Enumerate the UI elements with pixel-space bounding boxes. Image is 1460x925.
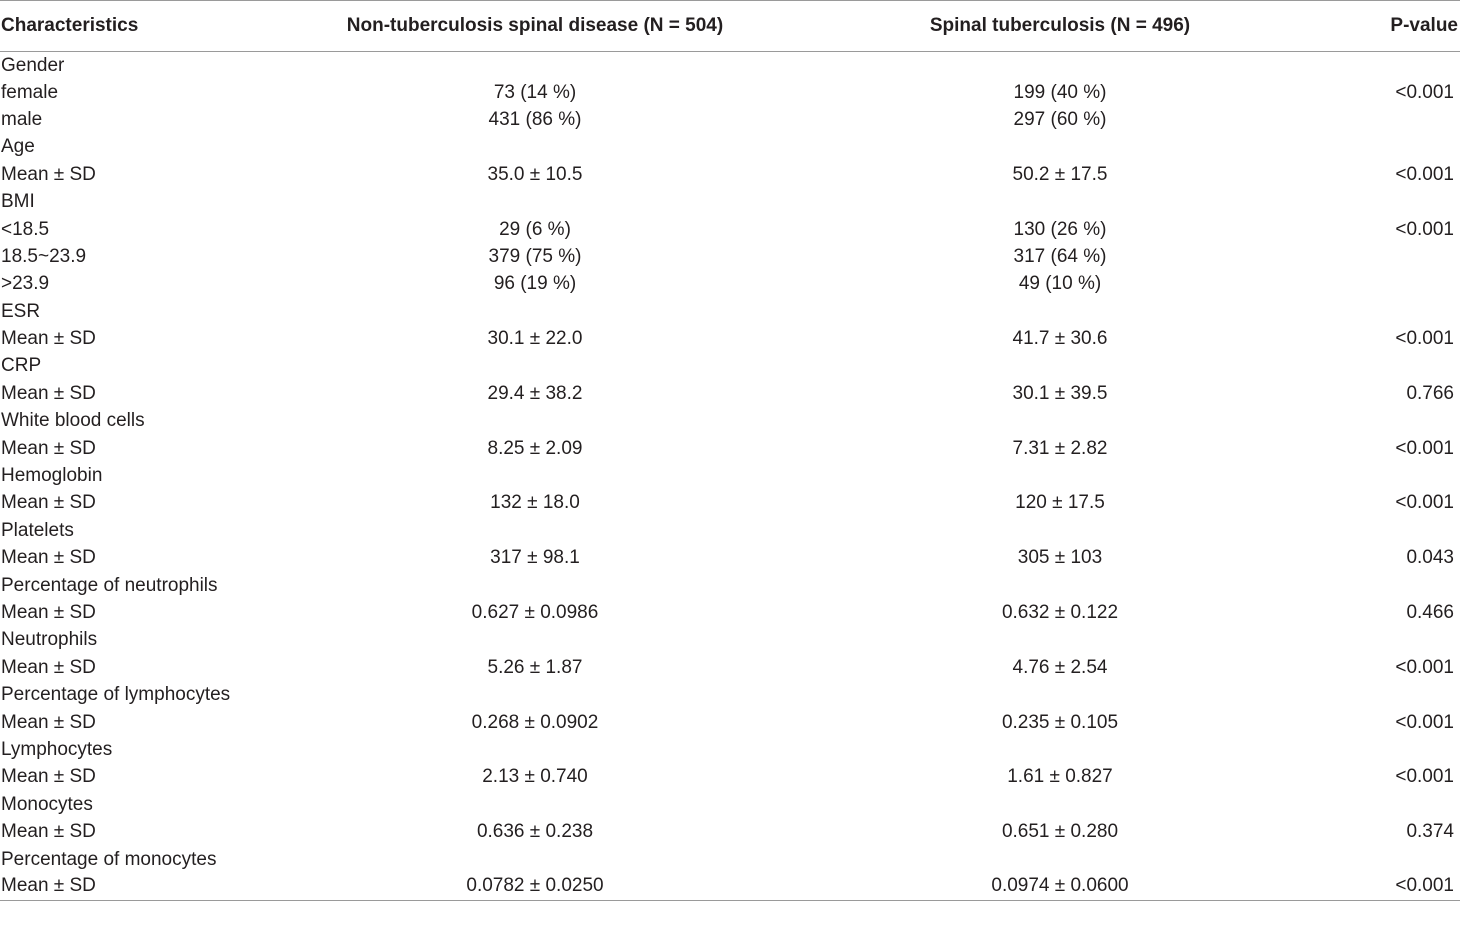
non-tuberculosis-value xyxy=(300,791,770,818)
table-row xyxy=(0,188,1460,215)
spinal-tuberculosis-value: 130 (26 %) xyxy=(1013,218,1107,240)
non-tuberculosis-value: 0.636 ± 0.238 xyxy=(476,821,594,843)
non-tuberculosis-value: 379 (75 %) xyxy=(488,245,582,267)
non-tuberculosis-value: 73 (14 %) xyxy=(493,81,577,103)
table-row xyxy=(0,216,1460,243)
p-value xyxy=(1350,462,1460,489)
spinal-tuberculosis-value: 7.31 ± 2.82 xyxy=(1012,437,1108,459)
row-label: Mean ± SD xyxy=(1,382,96,404)
non-tuberculosis-value: 29.4 ± 38.2 xyxy=(487,382,583,404)
spinal-tuberculosis-value xyxy=(770,572,1350,599)
row-label: Mean ± SD xyxy=(1,602,96,623)
spinal-tuberculosis-value: 199 (40 %) xyxy=(1013,81,1107,103)
p-value: 0.766 xyxy=(1406,382,1454,404)
spinal-tuberculosis-value xyxy=(770,298,1350,325)
p-value xyxy=(1350,681,1460,708)
spinal-tuberculosis-value xyxy=(770,791,1350,818)
non-tuberculosis-value xyxy=(300,846,770,873)
non-tuberculosis-value: 35.0 ± 10.5 xyxy=(487,163,583,185)
table-row xyxy=(0,52,1460,79)
table-row xyxy=(0,298,1460,325)
table-row xyxy=(0,134,1460,161)
non-tuberculosis-value xyxy=(300,52,770,79)
row-label: Mean ± SD xyxy=(1,656,96,678)
non-tuberculosis-value: 5.26 ± 1.87 xyxy=(487,656,583,678)
p-value xyxy=(1350,408,1460,435)
spinal-tuberculosis-value xyxy=(770,517,1350,544)
non-tuberculosis-value xyxy=(300,134,770,161)
non-tuberculosis-value: 0.0782 ± 0.0250 xyxy=(300,873,770,900)
table-row xyxy=(0,818,1460,845)
table-row xyxy=(0,627,1460,654)
non-tuberculosis-value xyxy=(300,298,770,325)
table-row xyxy=(0,736,1460,763)
p-value xyxy=(1350,572,1460,599)
row-label: Mean ± SD xyxy=(0,873,300,900)
row-label: Mean ± SD xyxy=(1,437,96,459)
spinal-tuberculosis-value xyxy=(770,736,1350,763)
table-row xyxy=(0,243,1460,270)
table-row xyxy=(0,791,1460,818)
row-label: Age xyxy=(1,136,35,158)
non-tuberculosis-value xyxy=(300,188,770,215)
p-value: <0.001 xyxy=(1395,656,1454,678)
table-row xyxy=(0,435,1460,462)
non-tuberculosis-value xyxy=(300,353,770,380)
header-characteristics: Characteristics xyxy=(0,1,300,52)
non-tuberculosis-value: 30.1 ± 22.0 xyxy=(487,328,583,350)
row-label: Neutrophils xyxy=(1,629,98,651)
row-label: Mean ± SD xyxy=(1,328,96,350)
table-row xyxy=(0,846,1460,873)
row-label: ESR xyxy=(1,300,41,322)
spinal-tuberculosis-value: 0.235 ± 0.105 xyxy=(1001,711,1119,733)
p-value xyxy=(1350,627,1460,654)
table-row xyxy=(0,764,1460,791)
non-tuberculosis-value xyxy=(300,517,770,544)
p-value xyxy=(1350,134,1460,161)
spinal-tuberculosis-value: 297 (60 %) xyxy=(1013,108,1107,130)
spinal-tuberculosis-value: 317 (64 %) xyxy=(1013,245,1107,267)
table-row xyxy=(0,353,1460,380)
header-p-value: P-value xyxy=(1350,1,1460,52)
p-value: 0.374 xyxy=(1406,821,1454,843)
non-tuberculosis-value: 0.627 ± 0.0986 xyxy=(471,602,599,623)
header-spinal-tuberculosis: Spinal tuberculosis (N = 496) xyxy=(770,1,1350,52)
p-value xyxy=(1350,353,1460,380)
row-label: 18.5~23.9 xyxy=(1,245,87,267)
row-label: Gender xyxy=(1,55,65,77)
table-row xyxy=(0,79,1460,106)
table-row xyxy=(0,380,1460,407)
row-label: Percentage of lymphocytes xyxy=(1,684,231,706)
spinal-tuberculosis-value: 1.61 ± 0.827 xyxy=(1007,766,1113,788)
spinal-tuberculosis-value xyxy=(770,408,1350,435)
non-tuberculosis-value: 96 (19 %) xyxy=(493,273,577,295)
spinal-tuberculosis-value: 120 ± 17.5 xyxy=(1015,492,1105,514)
non-tuberculosis-value: 431 (86 %) xyxy=(488,108,582,130)
p-value: <0.001 xyxy=(1395,711,1454,733)
non-tuberculosis-value: 29 (6 %) xyxy=(499,218,571,240)
p-value xyxy=(1350,271,1460,298)
spinal-tuberculosis-value xyxy=(770,462,1350,489)
spinal-tuberculosis-value: 0.632 ± 0.122 xyxy=(1001,602,1119,623)
row-label: Platelets xyxy=(1,519,74,541)
table-row xyxy=(0,462,1460,489)
p-value: <0.001 xyxy=(1395,492,1454,514)
p-value: 0.466 xyxy=(1406,602,1454,623)
spinal-tuberculosis-value xyxy=(770,188,1350,215)
row-label: Lymphocytes xyxy=(1,738,113,760)
p-value: <0.001 xyxy=(1395,218,1454,240)
non-tuberculosis-value: 2.13 ± 0.740 xyxy=(482,766,588,788)
spinal-tuberculosis-value: 4.76 ± 2.54 xyxy=(1012,656,1108,678)
table-row xyxy=(0,654,1460,681)
spinal-tuberculosis-value: 50.2 ± 17.5 xyxy=(1012,163,1108,185)
spinal-tuberculosis-value xyxy=(770,52,1350,79)
non-tuberculosis-value xyxy=(300,572,770,599)
table-row xyxy=(0,709,1460,736)
non-tuberculosis-value xyxy=(300,736,770,763)
spinal-tuberculosis-value xyxy=(770,353,1350,380)
table-row xyxy=(0,873,1460,900)
p-value xyxy=(1350,188,1460,215)
table-row xyxy=(0,517,1460,544)
table-row xyxy=(0,572,1460,599)
row-label: >23.9 xyxy=(1,273,50,295)
non-tuberculosis-value: 8.25 ± 2.09 xyxy=(487,437,583,459)
non-tuberculosis-value: 317 ± 98.1 xyxy=(490,547,580,569)
spinal-tuberculosis-value xyxy=(770,681,1350,708)
p-value xyxy=(1350,243,1460,270)
table-row xyxy=(0,545,1460,572)
p-value xyxy=(1350,52,1460,79)
row-label: Percentage of neutrophils xyxy=(1,574,218,596)
p-value: <0.001 xyxy=(1395,81,1454,103)
spinal-tuberculosis-value: 0.0974 ± 0.0600 xyxy=(770,873,1350,900)
non-tuberculosis-value: 132 ± 18.0 xyxy=(490,492,580,514)
row-label: Mean ± SD xyxy=(1,711,96,733)
header-row xyxy=(0,1,1460,52)
spinal-tuberculosis-value: 0.651 ± 0.280 xyxy=(1001,821,1119,843)
row-label: <18.5 xyxy=(1,218,50,240)
table-body xyxy=(0,52,1460,901)
spinal-tuberculosis-value xyxy=(770,134,1350,161)
row-label: Mean ± SD xyxy=(1,766,96,788)
non-tuberculosis-value xyxy=(300,462,770,489)
p-value: 0.043 xyxy=(1406,547,1454,569)
p-value xyxy=(1350,791,1460,818)
spinal-tuberculosis-value: 49 (10 %) xyxy=(1018,273,1102,295)
table-header xyxy=(0,1,1460,52)
header-non-tuberculosis: Non-tuberculosis spinal disease (N = 504) xyxy=(300,1,770,52)
row-label: Mean ± SD xyxy=(1,547,96,569)
spinal-tuberculosis-value: 41.7 ± 30.6 xyxy=(1012,328,1108,350)
p-value xyxy=(1350,846,1460,873)
p-value: <0.001 xyxy=(1395,766,1454,788)
row-label: CRP xyxy=(1,355,42,377)
table-row xyxy=(0,599,1460,626)
p-value xyxy=(1350,736,1460,763)
table-row xyxy=(0,325,1460,352)
table-row xyxy=(0,106,1460,133)
p-value xyxy=(1350,298,1460,325)
p-value: <0.001 xyxy=(1395,437,1454,459)
row-label: Percentage of monocytes xyxy=(1,848,217,870)
p-value: <0.001 xyxy=(1395,163,1454,185)
spinal-tuberculosis-value xyxy=(770,627,1350,654)
non-tuberculosis-value: 0.268 ± 0.0902 xyxy=(471,711,599,733)
row-label: male xyxy=(1,108,43,130)
spinal-tuberculosis-value: 305 ± 103 xyxy=(1017,547,1103,569)
non-tuberculosis-value xyxy=(300,681,770,708)
p-value: <0.001 xyxy=(1350,873,1460,900)
spinal-tuberculosis-value: 30.1 ± 39.5 xyxy=(1012,382,1108,404)
row-label: female xyxy=(1,81,59,103)
p-value xyxy=(1350,517,1460,544)
row-label: White blood cells xyxy=(1,410,145,432)
p-value xyxy=(1350,106,1460,133)
row-label: BMI xyxy=(1,191,35,213)
table-row xyxy=(0,681,1460,708)
row-label: Hemoglobin xyxy=(1,465,103,487)
row-label: Monocytes xyxy=(1,793,93,815)
table-row xyxy=(0,408,1460,435)
table-row xyxy=(0,271,1460,298)
row-label: Mean ± SD xyxy=(1,492,96,514)
table-row xyxy=(0,161,1460,188)
non-tuberculosis-value xyxy=(300,408,770,435)
row-label: Mean ± SD xyxy=(1,821,96,843)
p-value: <0.001 xyxy=(1395,328,1454,350)
table-row xyxy=(0,490,1460,517)
row-label: Mean ± SD xyxy=(1,163,96,185)
spinal-tuberculosis-value xyxy=(770,846,1350,873)
non-tuberculosis-value xyxy=(300,627,770,654)
